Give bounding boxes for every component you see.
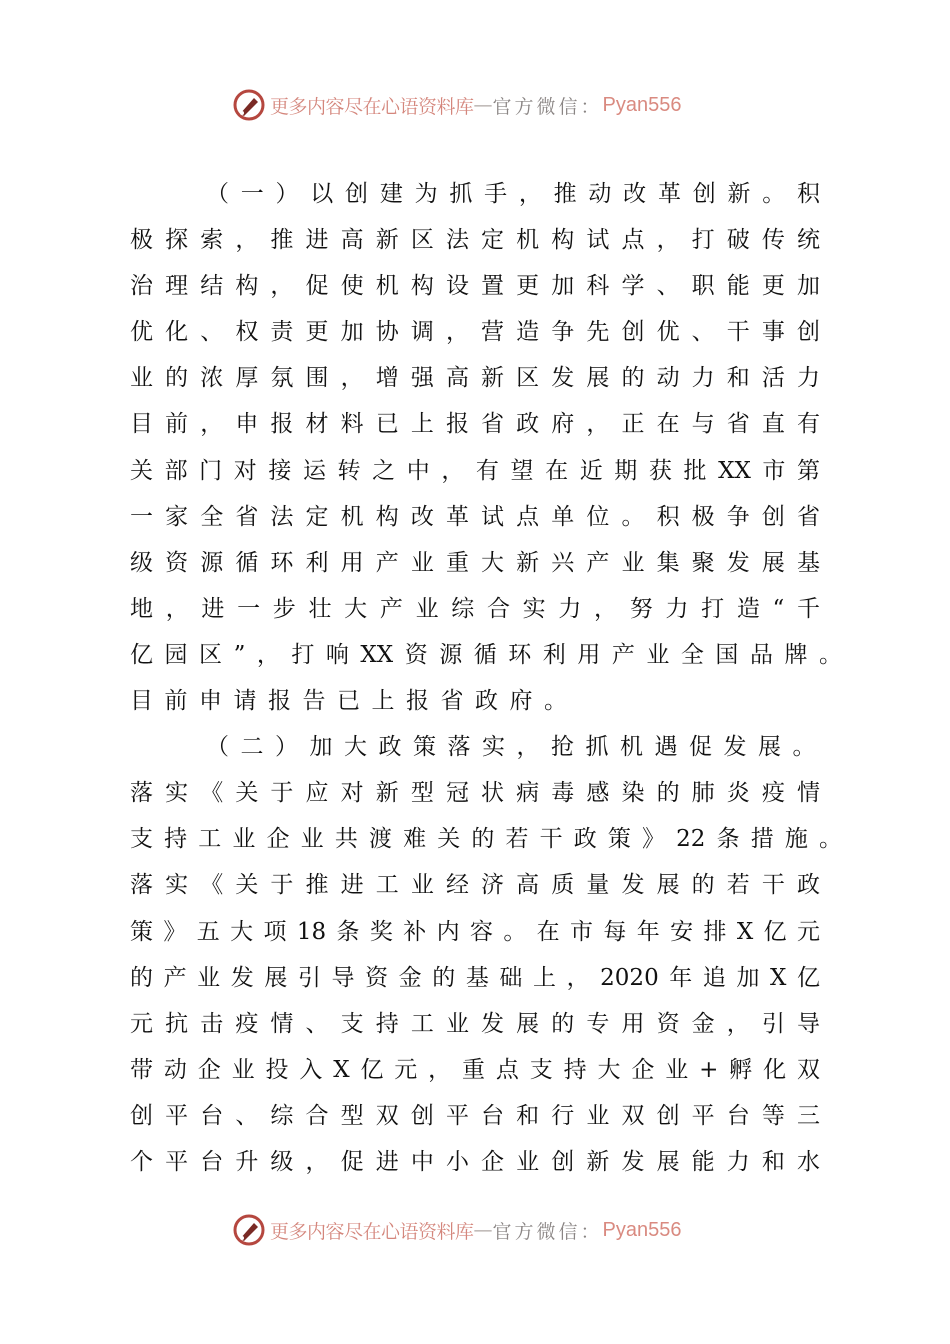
paragraph-line: 落实《关于应对新型冠状病毒感染的肺炎疫情	[130, 780, 820, 807]
paragraph-line: 策》五大项18条奖补内容。在市每年安排X亿元	[130, 918, 820, 945]
paragraph-line: 关部门对接运转之中，有望在近期获批XX市第	[130, 457, 820, 484]
paragraph-line: 落实《关于推进工业经济高质量发展的若干政	[130, 872, 820, 899]
pen-logo-icon	[232, 1213, 266, 1247]
paragraph-line: 个平台升级，促进中小企业创新发展能力和水	[130, 1148, 820, 1175]
banner-text: 更多内容尽在心语资料库	[270, 1220, 474, 1243]
paragraph-line: （二）加大政策落实，抢抓机遇促发展。	[206, 734, 827, 761]
paragraph-line: 目前申请报告已上报省政府。	[130, 688, 579, 715]
header-watermark-banner	[232, 87, 732, 123]
banner-dash: —	[473, 94, 493, 116]
paragraph-line: 元抗击疫情、支持工业发展的专用资金，引导	[130, 1010, 820, 1037]
paragraph-line: 亿园区”，打响XX资源循环利用产业全国品牌。	[130, 641, 842, 668]
paragraph-line: （一）以创建为抓手，推动改革创新。积	[206, 181, 820, 207]
paragraph-line: 创平台、综合型双创平台和行业双创平台等三	[130, 1102, 820, 1129]
document-body	[130, 174, 842, 1188]
banner-account: Pyan556	[602, 1218, 682, 1241]
paragraph-line: 的产业发展引导资金的基础上，2020年追加X亿	[130, 964, 820, 991]
paragraph-line: 一家全省法定机构改革试点单位。积极争创省	[130, 503, 820, 530]
paragraph-line: 业的浓厚氛围，增强高新区发展的动力和活力	[130, 365, 820, 392]
paragraph-line: 支持工业企业共渡难关的若干政策》22条措施。	[130, 826, 842, 853]
paragraph-line: 治理结构，促使机构设置更加科学、职能更加	[130, 273, 820, 300]
banner-wechat-label: 官方微信：	[492, 1220, 603, 1243]
footer-watermark-banner	[232, 1212, 732, 1248]
paragraph-line: 带动企业投入X亿元，重点支持大企业+孵化双	[130, 1056, 820, 1083]
paragraph-line: 目前，申报材料已上报省政府，正在与省直有	[130, 411, 820, 438]
banner-wechat-label: 官方微信：	[492, 95, 603, 118]
paragraph-line: 极探索，推进高新区法定机构试点，打破传统	[130, 227, 820, 254]
banner-account: Pyan556	[602, 93, 682, 116]
banner-text: 更多内容尽在心语资料库	[270, 95, 474, 118]
paragraph-line: 地，进一步壮大产业综合实力，努力打造“千	[130, 595, 820, 622]
paragraph-line: 级资源循环利用产业重大新兴产业集聚发展基	[130, 549, 820, 576]
paragraph-line: 优化、权责更加协调，营造争先创优、干事创	[130, 319, 820, 346]
banner-dash: —	[473, 1219, 493, 1241]
pen-logo-icon	[232, 88, 266, 122]
